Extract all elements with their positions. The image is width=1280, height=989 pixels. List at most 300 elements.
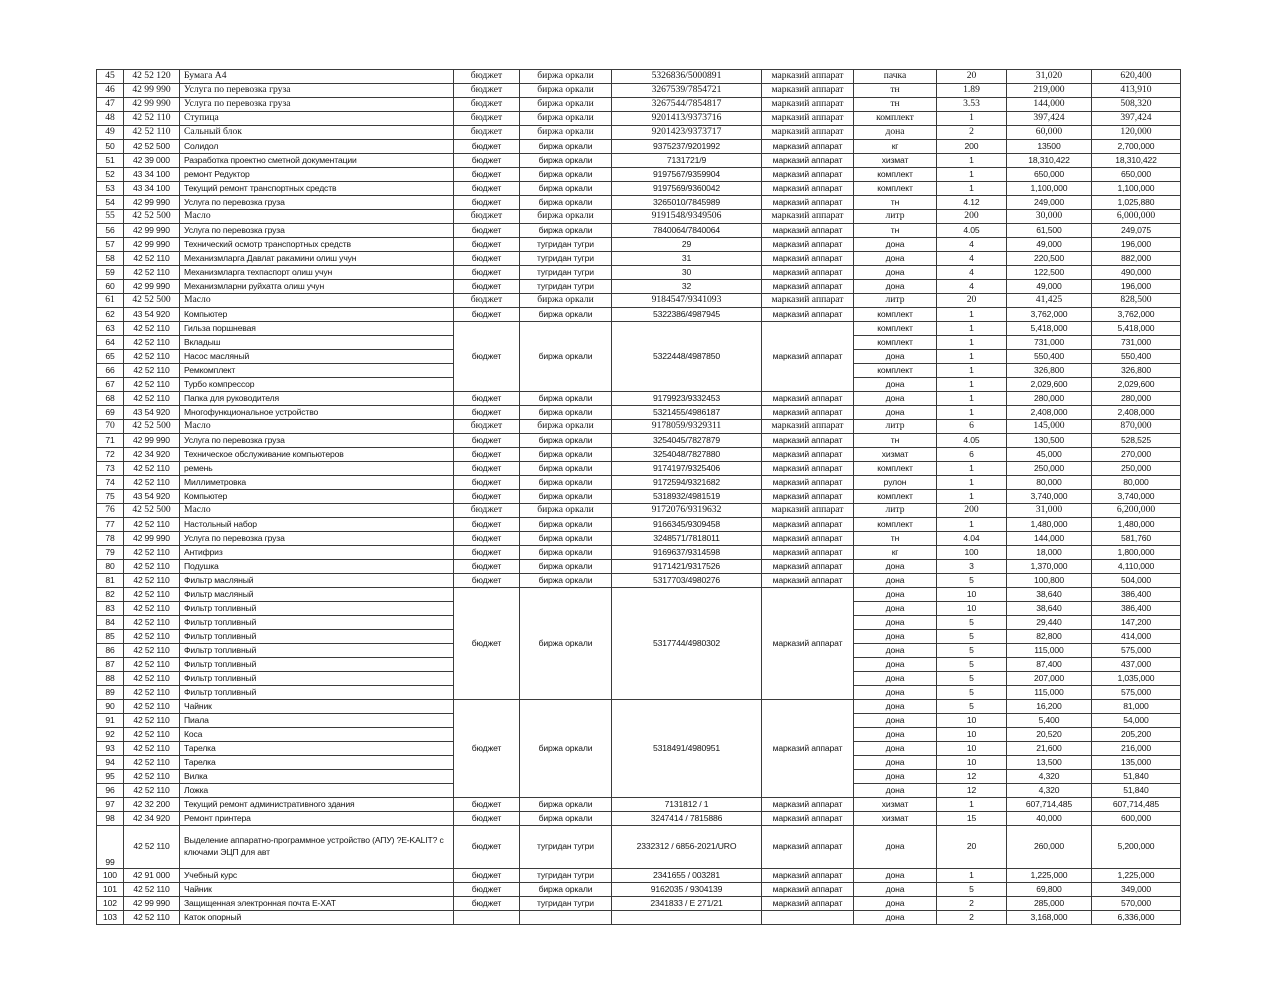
procurement-method-cell: биржа оркали <box>520 448 612 462</box>
procurement-method-cell: биржа оркали <box>520 112 612 126</box>
quantity-cell: 5 <box>937 883 1007 897</box>
total-amount-cell: 1,025,880 <box>1092 196 1181 210</box>
unit-cell: дона <box>854 280 937 294</box>
table-row <box>97 210 1181 224</box>
table-row <box>97 112 1181 126</box>
budget-code-cell: 42 39 000 <box>124 154 180 168</box>
procurement-method-cell: тугридан тугри <box>520 252 612 266</box>
table-row <box>97 252 1181 266</box>
procurement-method-cell: биржа оркали <box>520 798 612 812</box>
unit-cell: дона <box>854 644 937 658</box>
department-cell: марказий аппарат <box>762 476 854 490</box>
row-number-cell: 75 <box>97 490 124 504</box>
quantity-cell: 2 <box>937 897 1007 911</box>
item-description-cell: Турбо компрессор <box>180 378 454 392</box>
quantity-cell: 4.05 <box>937 434 1007 448</box>
unit-price-cell: 20,520 <box>1007 728 1092 742</box>
unit-cell: литр <box>854 210 937 224</box>
total-amount-cell: 5,418,000 <box>1092 322 1181 336</box>
unit-cell: дона <box>854 630 937 644</box>
item-description-cell: Гильза поршневая <box>180 322 454 336</box>
total-amount-cell: 3,740,000 <box>1092 490 1181 504</box>
item-description-cell: Ремкомплект <box>180 364 454 378</box>
contract-id-cell: 32 <box>612 280 762 294</box>
budget-code-cell: 42 52 110 <box>124 588 180 602</box>
budget-code-cell: 42 52 110 <box>124 518 180 532</box>
unit-cell: комплект <box>854 490 937 504</box>
budget-code-cell: 43 34 100 <box>124 168 180 182</box>
total-amount-cell: 51,840 <box>1092 770 1181 784</box>
unit-price-cell: 29,440 <box>1007 616 1092 630</box>
table-row <box>97 911 1181 925</box>
quantity-cell: 1 <box>937 490 1007 504</box>
item-description-cell: Ложка <box>180 784 454 798</box>
row-number-cell: 94 <box>97 756 124 770</box>
total-amount-cell: 3,762,000 <box>1092 308 1181 322</box>
procurement-method-cell: биржа оркали <box>520 168 612 182</box>
quantity-cell: 4 <box>937 280 1007 294</box>
unit-cell: дона <box>854 126 937 140</box>
budget-code-cell: 42 52 110 <box>124 602 180 616</box>
row-number-cell: 65 <box>97 350 124 364</box>
unit-cell: литр <box>854 504 937 518</box>
contract-id-cell: 3254045/7827879 <box>612 434 762 448</box>
total-amount-cell: 349,000 <box>1092 883 1181 897</box>
item-description-cell: Фильтр топливный <box>180 686 454 700</box>
quantity-cell: 1 <box>937 182 1007 196</box>
row-number-cell: 98 <box>97 812 124 826</box>
unit-price-cell: 144,000 <box>1007 98 1092 112</box>
unit-cell: дона <box>854 897 937 911</box>
department-cell: марказий аппарат <box>762 84 854 98</box>
unit-cell: дона <box>854 238 937 252</box>
quantity-cell: 12 <box>937 784 1007 798</box>
item-description-cell: Фильтр масляный <box>180 588 454 602</box>
total-amount-cell: 397,424 <box>1092 112 1181 126</box>
quantity-cell: 200 <box>937 504 1007 518</box>
unit-price-cell: 731,000 <box>1007 336 1092 350</box>
budget-code-cell: 42 32 200 <box>124 798 180 812</box>
item-description-cell: Фильтр топливный <box>180 658 454 672</box>
item-description-cell: Технический осмотр транспортных средств <box>180 238 454 252</box>
department-cell: марказий аппарат <box>762 420 854 434</box>
funding-source-cell: бюджет <box>454 490 520 504</box>
total-amount-cell: 437,000 <box>1092 658 1181 672</box>
unit-cell: комплект <box>854 336 937 350</box>
total-amount-cell: 870,000 <box>1092 420 1181 434</box>
unit-cell: дона <box>854 869 937 883</box>
budget-code-cell: 42 52 110 <box>124 364 180 378</box>
quantity-cell: 4 <box>937 266 1007 280</box>
unit-price-cell: 16,200 <box>1007 700 1092 714</box>
item-description-cell: Многофункциональное устройство <box>180 406 454 420</box>
unit-price-cell: 13,500 <box>1007 756 1092 770</box>
table-row <box>97 462 1181 476</box>
budget-code-cell: 42 52 110 <box>124 322 180 336</box>
unit-price-cell: 2,408,000 <box>1007 406 1092 420</box>
unit-price-cell: 145,000 <box>1007 420 1092 434</box>
table-row <box>97 518 1181 532</box>
department-cell: марказий аппарат <box>762 504 854 518</box>
total-amount-cell: 6,200,000 <box>1092 504 1181 518</box>
funding-source-cell: бюджет <box>454 798 520 812</box>
item-description-cell: Разработка проектно сметной документации <box>180 154 454 168</box>
unit-price-cell: 280,000 <box>1007 392 1092 406</box>
department-cell: марказий аппарат <box>762 126 854 140</box>
funding-source-cell: бюджет <box>454 448 520 462</box>
total-amount-cell: 2,408,000 <box>1092 406 1181 420</box>
unit-cell: хизмат <box>854 798 937 812</box>
unit-price-cell: 31,000 <box>1007 504 1092 518</box>
quantity-cell: 1.89 <box>937 84 1007 98</box>
contract-id-cell: 3267539/7854721 <box>612 84 762 98</box>
contract-id-cell: 9184547/9341093 <box>612 294 762 308</box>
unit-cell: хизмат <box>854 812 937 826</box>
row-number-cell: 79 <box>97 546 124 560</box>
funding-source-cell: бюджет <box>454 420 520 434</box>
item-description-cell: Каток опорный <box>180 911 454 925</box>
item-description-cell: Фильтр топливный <box>180 616 454 630</box>
table-row <box>97 434 1181 448</box>
contract-id-cell: 5321455/4986187 <box>612 406 762 420</box>
contract-id-cell: 9178059/9329311 <box>612 420 762 434</box>
unit-cell: кг <box>854 546 937 560</box>
total-amount-cell: 2,700,000 <box>1092 140 1181 154</box>
department-cell: марказий аппарат <box>762 266 854 280</box>
funding-source-cell: бюджет <box>454 70 520 84</box>
department-cell: марказий аппарат <box>762 392 854 406</box>
total-amount-cell: 54,000 <box>1092 714 1181 728</box>
item-description-cell: Механизмларга техпаспорт олиш учун <box>180 266 454 280</box>
budget-code-cell: 42 52 120 <box>124 70 180 84</box>
row-number-cell: 78 <box>97 532 124 546</box>
row-number-cell: 93 <box>97 742 124 756</box>
unit-price-cell: 38,640 <box>1007 588 1092 602</box>
department-cell: марказий аппарат <box>762 308 854 322</box>
row-number-cell: 88 <box>97 672 124 686</box>
unit-cell: комплект <box>854 308 937 322</box>
unit-price-cell: 397,424 <box>1007 112 1092 126</box>
budget-code-cell: 42 52 110 <box>124 574 180 588</box>
budget-code-cell: 43 34 100 <box>124 182 180 196</box>
unit-price-cell: 5,400 <box>1007 714 1092 728</box>
unit-cell: дона <box>854 883 937 897</box>
budget-code-cell: 42 52 110 <box>124 770 180 784</box>
quantity-cell: 20 <box>937 294 1007 308</box>
quantity-cell: 4.05 <box>937 224 1007 238</box>
unit-cell: комплект <box>854 168 937 182</box>
quantity-cell: 4 <box>937 238 1007 252</box>
procurement-method-cell: тугридан тугри <box>520 897 612 911</box>
total-amount-cell: 528,525 <box>1092 434 1181 448</box>
unit-price-cell: 207,000 <box>1007 672 1092 686</box>
funding-source-cell: бюджет <box>454 574 520 588</box>
item-description-cell: ремонт Редуктор <box>180 168 454 182</box>
total-amount-cell: 4,110,000 <box>1092 560 1181 574</box>
department-cell: марказий аппарат <box>762 98 854 112</box>
row-number-cell: 69 <box>97 406 124 420</box>
funding-source-cell: бюджет <box>454 546 520 560</box>
contract-id-cell: 5322448/4987850 <box>612 322 762 392</box>
unit-price-cell: 4,320 <box>1007 784 1092 798</box>
procurement-method-cell: биржа оркали <box>520 308 612 322</box>
row-number-cell: 96 <box>97 784 124 798</box>
total-amount-cell: 1,035,000 <box>1092 672 1181 686</box>
budget-code-cell: 42 52 110 <box>124 350 180 364</box>
table-row <box>97 140 1181 154</box>
quantity-cell: 1 <box>937 308 1007 322</box>
row-number-cell: 55 <box>97 210 124 224</box>
procurement-method-cell: биржа оркали <box>520 518 612 532</box>
table-row <box>97 294 1181 308</box>
row-number-cell: 76 <box>97 504 124 518</box>
department-cell: марказий аппарат <box>762 490 854 504</box>
quantity-cell: 5 <box>937 658 1007 672</box>
unit-price-cell: 115,000 <box>1007 644 1092 658</box>
department-cell: марказий аппарат <box>762 168 854 182</box>
budget-code-cell: 42 99 990 <box>124 280 180 294</box>
unit-price-cell: 219,000 <box>1007 84 1092 98</box>
row-number-cell: 91 <box>97 714 124 728</box>
contract-id-cell: 2332312 / 6856-2021/URO <box>612 826 762 869</box>
budget-code-cell: 42 52 110 <box>124 336 180 350</box>
procurement-method-cell: биржа оркали <box>520 420 612 434</box>
budget-code-cell: 42 52 110 <box>124 126 180 140</box>
unit-cell: дона <box>854 756 937 770</box>
table-row <box>97 196 1181 210</box>
quantity-cell: 3.53 <box>937 98 1007 112</box>
quantity-cell: 1 <box>937 378 1007 392</box>
total-amount-cell: 280,000 <box>1092 392 1181 406</box>
procurement-method-cell: биржа оркали <box>520 406 612 420</box>
row-number-cell: 59 <box>97 266 124 280</box>
funding-source-cell: бюджет <box>454 392 520 406</box>
item-description-cell: Коса <box>180 728 454 742</box>
row-number-cell: 50 <box>97 140 124 154</box>
department-cell: марказий аппарат <box>762 462 854 476</box>
unit-cell: дона <box>854 392 937 406</box>
unit-price-cell: 18,000 <box>1007 546 1092 560</box>
procurement-method-cell: биржа оркали <box>520 126 612 140</box>
funding-source-cell: бюджет <box>454 462 520 476</box>
funding-source-cell: бюджет <box>454 826 520 869</box>
unit-price-cell: 2,029,600 <box>1007 378 1092 392</box>
contract-id-cell: 9171421/9317526 <box>612 560 762 574</box>
funding-source-cell: бюджет <box>454 210 520 224</box>
quantity-cell: 1 <box>937 112 1007 126</box>
budget-code-cell: 42 52 110 <box>124 784 180 798</box>
quantity-cell: 2 <box>937 126 1007 140</box>
unit-price-cell: 4,320 <box>1007 770 1092 784</box>
quantity-cell: 200 <box>937 140 1007 154</box>
funding-source-cell: бюджет <box>454 196 520 210</box>
contract-id-cell: 3267544/7854817 <box>612 98 762 112</box>
total-amount-cell: 414,000 <box>1092 630 1181 644</box>
row-number-cell: 45 <box>97 70 124 84</box>
procurement-method-cell: биржа оркали <box>520 196 612 210</box>
item-description-cell: Фильтр топливный <box>180 672 454 686</box>
budget-code-cell: 42 52 110 <box>124 392 180 406</box>
row-number-cell: 74 <box>97 476 124 490</box>
contract-id-cell: 7840064/7840064 <box>612 224 762 238</box>
budget-code-cell: 42 52 110 <box>124 728 180 742</box>
funding-source-cell: бюджет <box>454 224 520 238</box>
table-row <box>97 588 1181 602</box>
budget-code-cell: 42 52 110 <box>124 644 180 658</box>
unit-cell: литр <box>854 294 937 308</box>
procurement-method-cell: тугридан тугри <box>520 238 612 252</box>
unit-cell: дона <box>854 616 937 630</box>
quantity-cell: 1 <box>937 392 1007 406</box>
procurement-method-cell: биржа оркали <box>520 210 612 224</box>
total-amount-cell: 600,000 <box>1092 812 1181 826</box>
total-amount-cell: 196,000 <box>1092 238 1181 252</box>
row-number-cell: 92 <box>97 728 124 742</box>
unit-price-cell: 1,480,000 <box>1007 518 1092 532</box>
budget-code-cell: 42 34 920 <box>124 812 180 826</box>
procurement-method-cell: тугридан тугри <box>520 869 612 883</box>
procurement-method-cell: биржа оркали <box>520 322 612 392</box>
funding-source-cell: бюджет <box>454 560 520 574</box>
unit-price-cell: 30,000 <box>1007 210 1092 224</box>
procurement-method-cell: биржа оркали <box>520 84 612 98</box>
contract-id-cell: 5318491/4980951 <box>612 700 762 798</box>
procurement-method-cell: биржа оркали <box>520 546 612 560</box>
item-description-cell: Масло <box>180 420 454 434</box>
total-amount-cell: 828,500 <box>1092 294 1181 308</box>
item-description-cell: Техническое обслуживание компьютеров <box>180 448 454 462</box>
procurement-method-cell: биржа оркали <box>520 490 612 504</box>
row-number-cell: 57 <box>97 238 124 252</box>
procurement-method-cell: биржа оркали <box>520 392 612 406</box>
item-description-cell: Услуга по перевозка груза <box>180 84 454 98</box>
contract-id-cell: 5326836/5000891 <box>612 70 762 84</box>
total-amount-cell: 620,400 <box>1092 70 1181 84</box>
department-cell: марказий аппарат <box>762 532 854 546</box>
unit-price-cell: 49,000 <box>1007 280 1092 294</box>
procurement-method-cell: биржа оркали <box>520 154 612 168</box>
quantity-cell: 15 <box>937 812 1007 826</box>
procurement-method-cell: биржа оркали <box>520 462 612 476</box>
item-description-cell: Выделение аппаратно-программное устройство (АПУ) ?E-KALIT? с ключами ЭЦП для авт <box>180 826 454 869</box>
budget-code-cell: 42 52 110 <box>124 911 180 925</box>
unit-price-cell: 13500 <box>1007 140 1092 154</box>
item-description-cell: Компьютер <box>180 308 454 322</box>
contract-id-cell: 30 <box>612 266 762 280</box>
total-amount-cell: 386,400 <box>1092 588 1181 602</box>
unit-price-cell: 3,740,000 <box>1007 490 1092 504</box>
table-row <box>97 476 1181 490</box>
row-number-cell: 72 <box>97 448 124 462</box>
unit-price-cell: 45,000 <box>1007 448 1092 462</box>
unit-price-cell: 61,500 <box>1007 224 1092 238</box>
row-number-cell: 77 <box>97 518 124 532</box>
budget-code-cell: 42 52 110 <box>124 700 180 714</box>
department-cell <box>762 911 854 925</box>
budget-code-cell: 42 52 110 <box>124 266 180 280</box>
department-cell: марказий аппарат <box>762 546 854 560</box>
quantity-cell: 10 <box>937 714 1007 728</box>
department-cell: марказий аппарат <box>762 140 854 154</box>
funding-source-cell: бюджет <box>454 182 520 196</box>
contract-id-cell: 31 <box>612 252 762 266</box>
budget-code-cell: 42 52 110 <box>124 546 180 560</box>
budget-code-cell: 42 99 990 <box>124 532 180 546</box>
unit-cell: рулон <box>854 476 937 490</box>
contract-id-cell: 9375237/9201992 <box>612 140 762 154</box>
funding-source-cell: бюджет <box>454 897 520 911</box>
contract-id-cell: 3265010/7845989 <box>612 196 762 210</box>
unit-cell: дона <box>854 252 937 266</box>
item-description-cell: Фильтр масляный <box>180 574 454 588</box>
table-row <box>97 700 1181 714</box>
table-row <box>97 546 1181 560</box>
item-description-cell: Пиала <box>180 714 454 728</box>
funding-source-cell: бюджет <box>454 238 520 252</box>
total-amount-cell: 270,000 <box>1092 448 1181 462</box>
item-description-cell: Сальный блок <box>180 126 454 140</box>
unit-price-cell: 1,370,000 <box>1007 560 1092 574</box>
unit-cell: тн <box>854 98 937 112</box>
quantity-cell: 4 <box>937 252 1007 266</box>
table-row <box>97 532 1181 546</box>
quantity-cell: 5 <box>937 630 1007 644</box>
item-description-cell: Масло <box>180 210 454 224</box>
unit-price-cell: 38,640 <box>1007 602 1092 616</box>
unit-cell: тн <box>854 532 937 546</box>
quantity-cell: 10 <box>937 728 1007 742</box>
funding-source-cell: бюджет <box>454 140 520 154</box>
contract-id-cell <box>612 911 762 925</box>
department-cell: марказий аппарат <box>762 196 854 210</box>
quantity-cell: 5 <box>937 686 1007 700</box>
item-description-cell: Тарелка <box>180 742 454 756</box>
procurement-method-cell: биржа оркали <box>520 98 612 112</box>
department-cell: марказий аппарат <box>762 826 854 869</box>
table-row <box>97 168 1181 182</box>
budget-code-cell: 42 52 110 <box>124 883 180 897</box>
total-amount-cell: 135,000 <box>1092 756 1181 770</box>
quantity-cell: 5 <box>937 574 1007 588</box>
unit-price-cell: 115,000 <box>1007 686 1092 700</box>
item-description-cell: Миллиметровка <box>180 476 454 490</box>
department-cell: марказий аппарат <box>762 210 854 224</box>
contract-id-cell: 3248571/7818011 <box>612 532 762 546</box>
item-description-cell: Антифриз <box>180 546 454 560</box>
budget-code-cell: 42 52 110 <box>124 476 180 490</box>
total-amount-cell: 205,200 <box>1092 728 1181 742</box>
item-description-cell: Подушка <box>180 560 454 574</box>
unit-price-cell: 31,020 <box>1007 70 1092 84</box>
unit-cell: дона <box>854 911 937 925</box>
unit-cell: дона <box>854 770 937 784</box>
item-description-cell: Вкладыш <box>180 336 454 350</box>
budget-code-cell: 42 52 500 <box>124 294 180 308</box>
budget-code-cell: 42 52 110 <box>124 756 180 770</box>
funding-source-cell: бюджет <box>454 266 520 280</box>
row-number-cell: 51 <box>97 154 124 168</box>
unit-price-cell: 130,500 <box>1007 434 1092 448</box>
row-number-cell: 56 <box>97 224 124 238</box>
unit-cell: дона <box>854 826 937 869</box>
table-row <box>97 504 1181 518</box>
budget-code-cell: 42 99 990 <box>124 238 180 252</box>
quantity-cell: 12 <box>937 770 1007 784</box>
item-description-cell: Ремонт принтера <box>180 812 454 826</box>
unit-cell: дона <box>854 728 937 742</box>
budget-code-cell: 43 54 920 <box>124 490 180 504</box>
quantity-cell: 20 <box>937 70 1007 84</box>
